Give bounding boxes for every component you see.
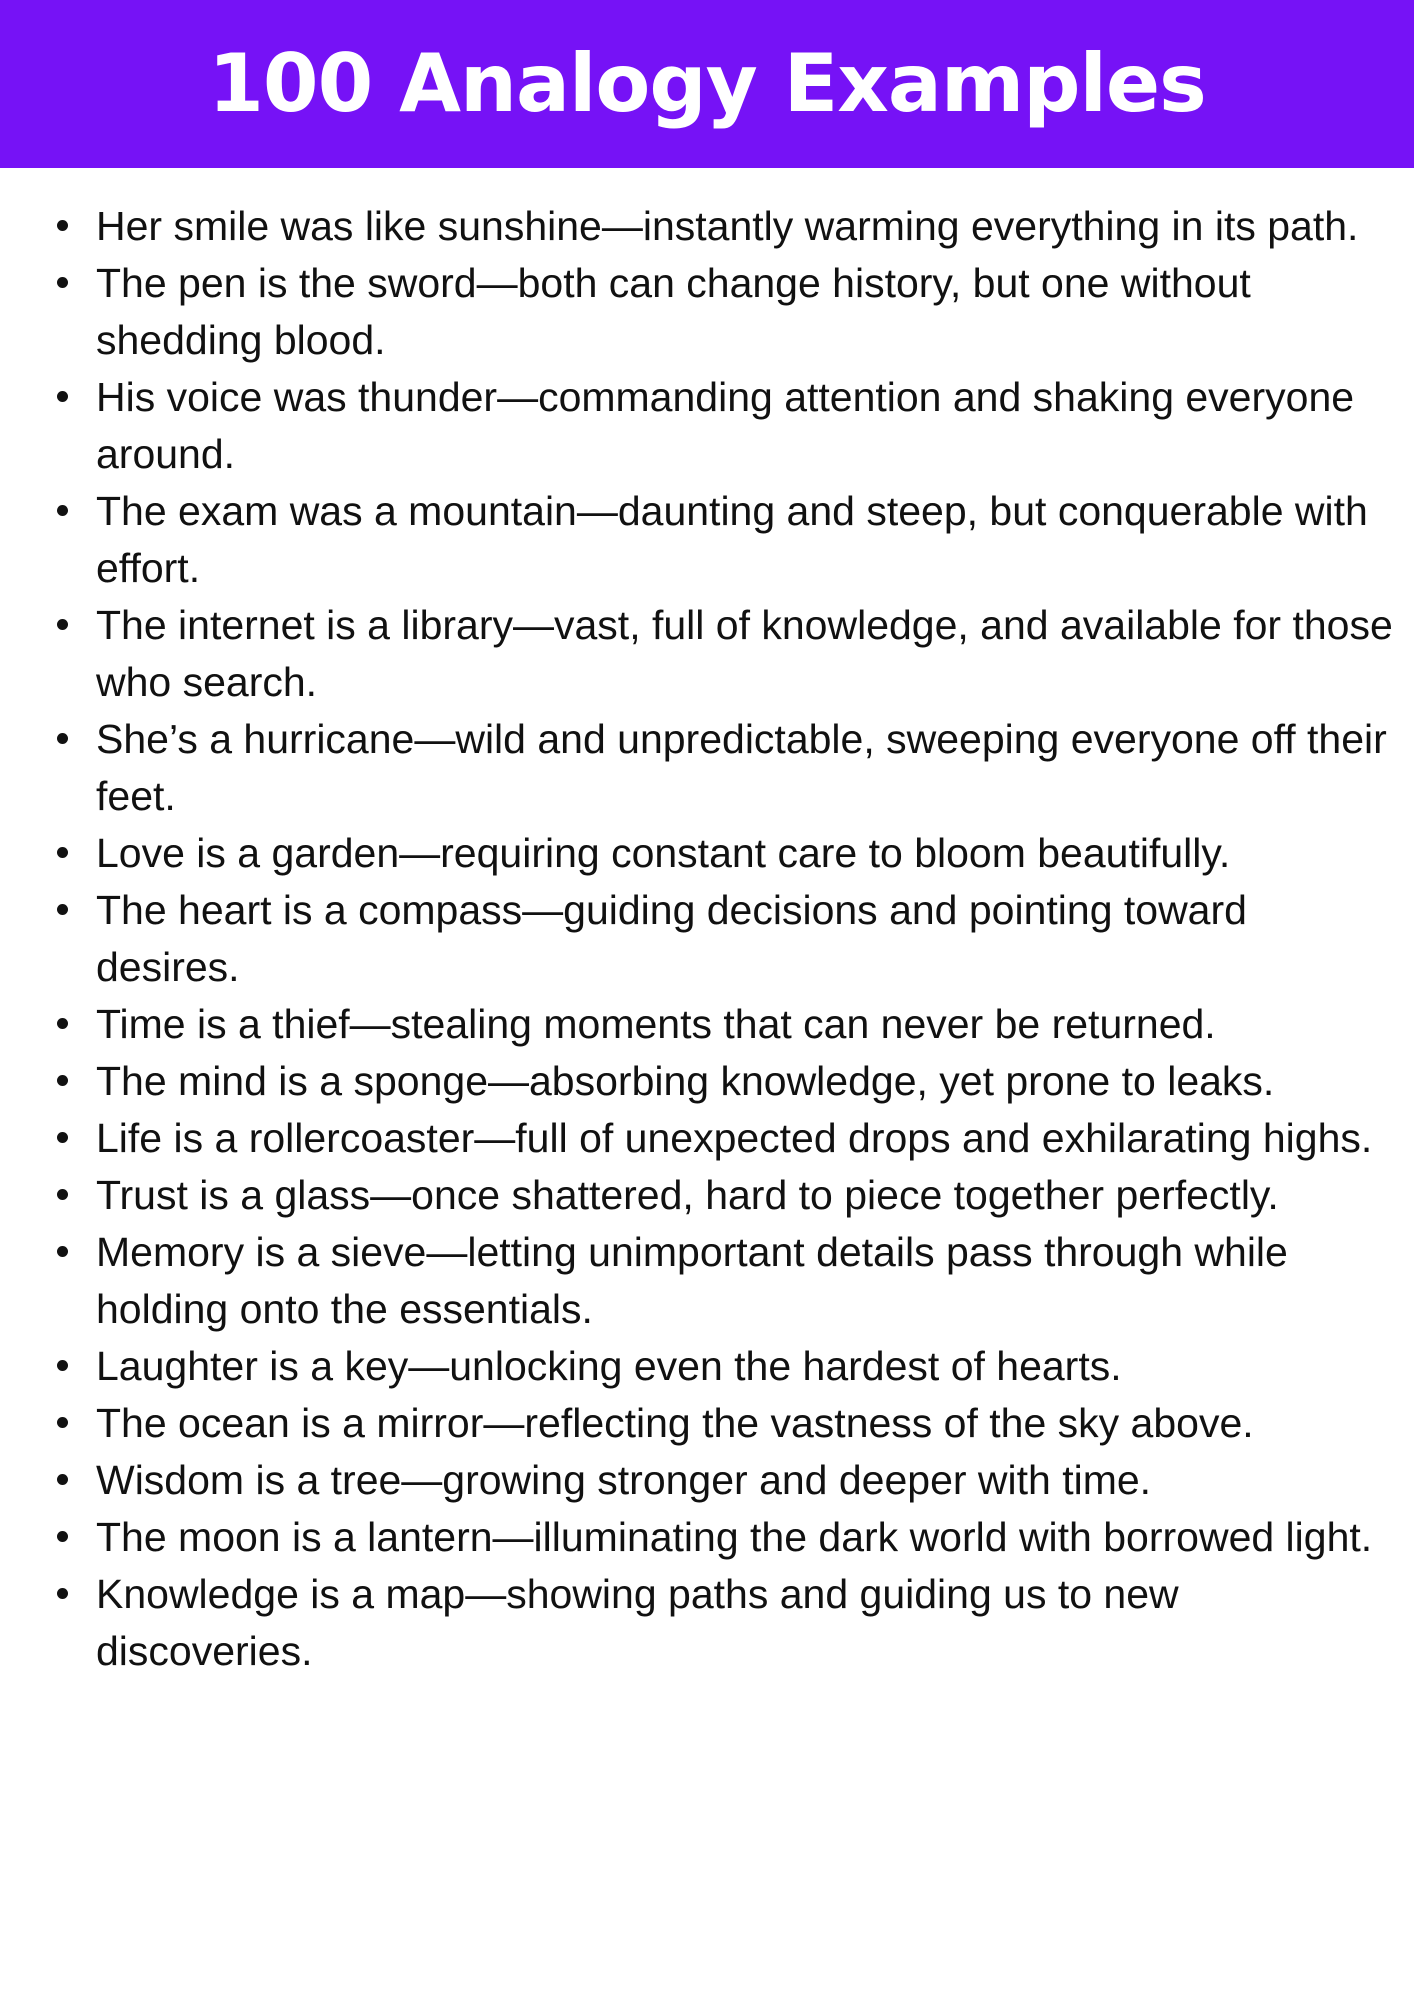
bullet-icon — [57, 220, 68, 231]
bullet-icon — [57, 1246, 68, 1257]
list-item — [0, 597, 1414, 711]
page-title: 100 Analogy Examples — [208, 37, 1206, 130]
list-item-text: His voice was thunder—commanding attention and shaking everyone around. — [96, 374, 1355, 477]
list-item — [0, 882, 1414, 996]
list-item-text: Love is a garden—requiring constant care to bloom beautifully. — [96, 830, 1231, 876]
bullet-icon — [57, 1588, 68, 1599]
list-item — [0, 1224, 1414, 1338]
list-item — [0, 1338, 1414, 1395]
list-item-text: The internet is a library—vast, full of knowledge, and available for those who search. — [96, 602, 1393, 705]
bullet-icon — [57, 391, 68, 402]
list-item-text: The heart is a compass—guiding decisions and pointing toward desires. — [96, 887, 1247, 990]
list-item — [0, 1509, 1414, 1566]
list-item-text: Laughter is a key—unlocking even the hardest of hearts. — [96, 1343, 1122, 1389]
list-item — [0, 996, 1414, 1053]
list-item-text: Wisdom is a tree—growing stronger and deeper with time. — [96, 1457, 1152, 1503]
list-item — [0, 1452, 1414, 1509]
bullet-icon — [57, 904, 68, 915]
bullet-icon — [57, 733, 68, 744]
list-item — [0, 825, 1414, 882]
list-item-text: Trust is a glass—once shattered, hard to piece together perfectly. — [96, 1172, 1279, 1218]
list-item — [0, 1053, 1414, 1110]
bullet-icon — [57, 505, 68, 516]
list-item-text: The moon is a lantern—illuminating the dark world with borrowed light. — [96, 1514, 1373, 1560]
list-item-text: Life is a rollercoaster—full of unexpected drops and exhilarating highs. — [96, 1115, 1373, 1161]
list-item — [0, 369, 1414, 483]
analogy-list — [0, 168, 1414, 1680]
list-item-text: Knowledge is a map—showing paths and guiding us to new discoveries. — [96, 1571, 1179, 1674]
list-item — [0, 483, 1414, 597]
bullet-icon — [57, 1132, 68, 1143]
bullet-icon — [57, 1189, 68, 1200]
list-item — [0, 1566, 1414, 1680]
header-banner — [0, 0, 1414, 168]
bullet-icon — [57, 1075, 68, 1086]
list-item-text: She’s a hurricane—wild and unpredictable, sweeping everyone off their feet. — [96, 716, 1387, 819]
list-item — [0, 255, 1414, 369]
list-item — [0, 711, 1414, 825]
bullet-icon — [57, 1360, 68, 1371]
list-item-text: Memory is a sieve—letting unimportant details pass through while holding onto the essentials. — [96, 1229, 1288, 1332]
bullet-icon — [57, 1018, 68, 1029]
list-item — [0, 1395, 1414, 1452]
bullet-icon — [57, 1417, 68, 1428]
bullet-icon — [57, 619, 68, 630]
list-item — [0, 1167, 1414, 1224]
list-item — [0, 198, 1414, 255]
bullet-icon — [57, 1474, 68, 1485]
list-item-text: The mind is a sponge—absorbing knowledge, yet prone to leaks. — [96, 1058, 1275, 1104]
bullet-icon — [57, 847, 68, 858]
bullet-icon — [57, 1531, 68, 1542]
list-item — [0, 1110, 1414, 1167]
list-item-text: Her smile was like sunshine—instantly warming everything in its path. — [96, 203, 1359, 249]
list-item-text: The ocean is a mirror—reflecting the vastness of the sky above. — [96, 1400, 1254, 1446]
list-item-text: Time is a thief—stealing moments that can never be returned. — [96, 1001, 1216, 1047]
bullet-icon — [57, 277, 68, 288]
list-item-text: The exam was a mountain—daunting and steep, but conquerable with effort. — [96, 488, 1368, 591]
list-item-text: The pen is the sword—both can change history, but one without shedding blood. — [96, 260, 1251, 363]
